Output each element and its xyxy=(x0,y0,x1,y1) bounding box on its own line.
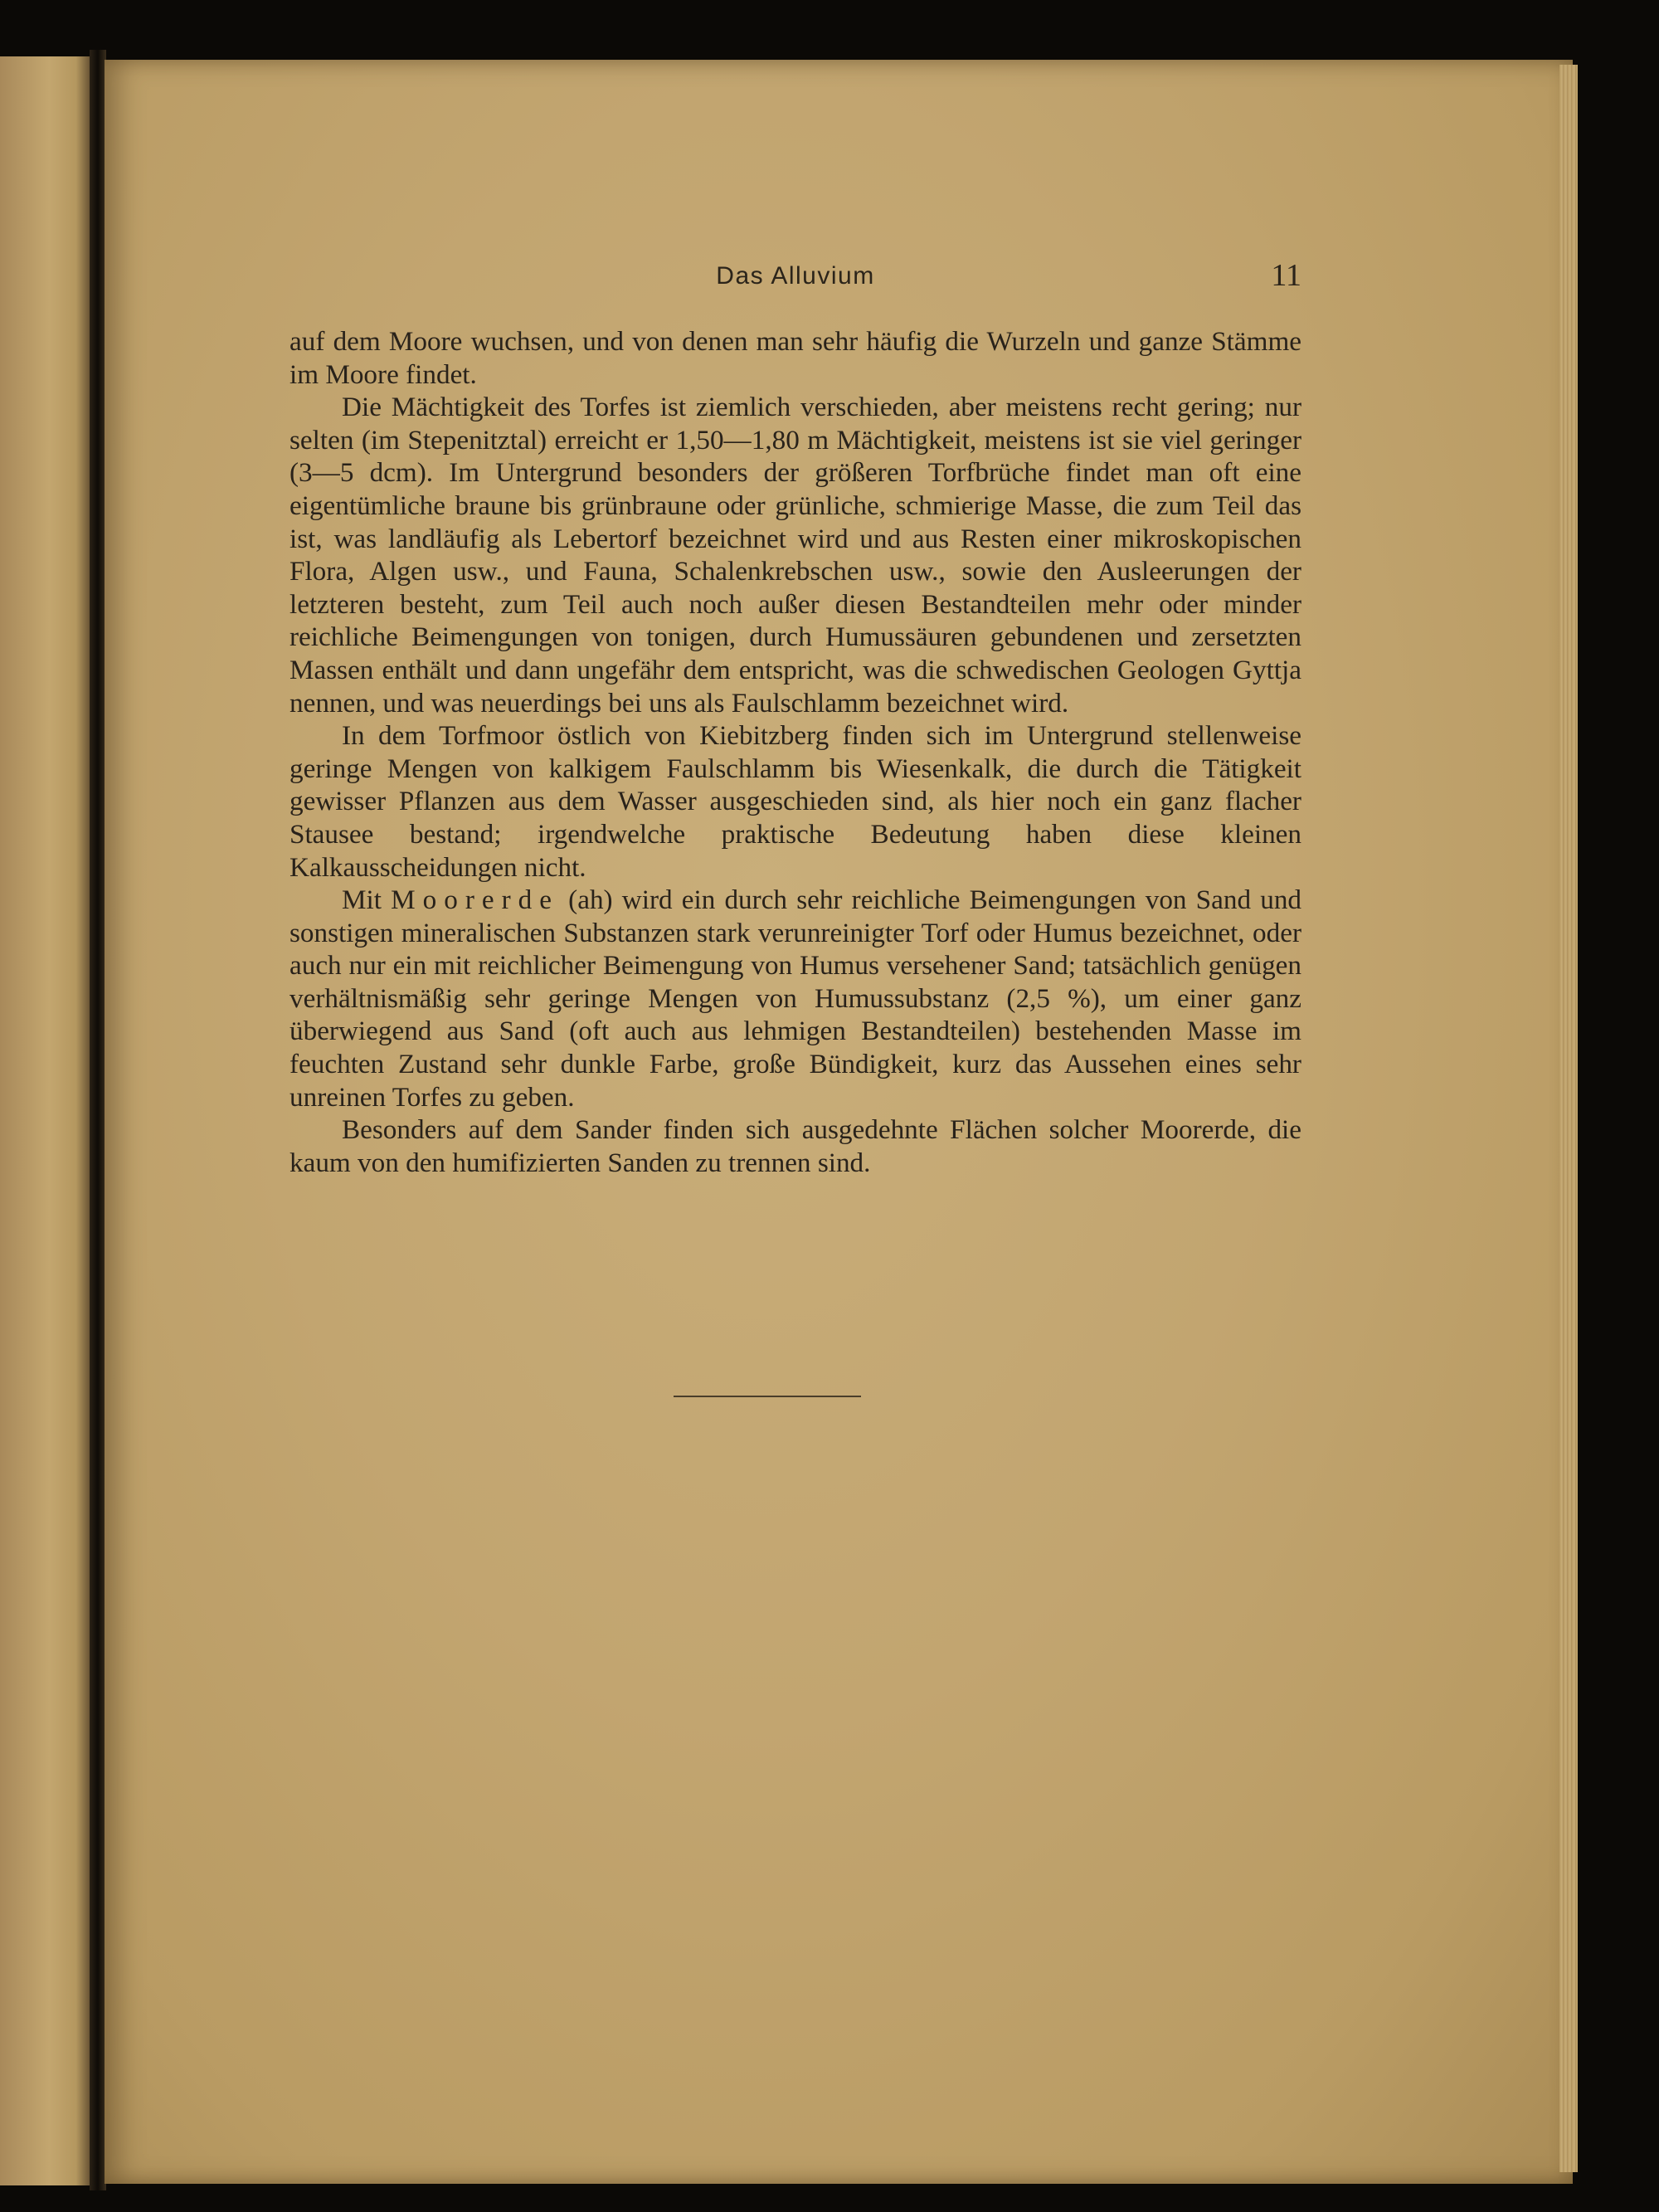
book-gutter xyxy=(90,50,106,2190)
body-text xyxy=(289,325,1301,1179)
paragraph: auf dem Moore wuchsen, und von denen man sehr häufig die Wurzeln und ganze Stämme im Moore findet. xyxy=(289,326,1301,390)
paragraph-rest: (ah) wird ein durch sehr reichliche Beimengungen von Sand und sonstigen mineralischen Substanzen stark verunreinigter Torf oder Humus bezeichnet, oder auch nur ein mit reichlicher Beimengung von Humus versehener Sand; tatsächlich genügen verhältnismäßig sehr geringe Mengen von Humussubstanz (2,5 %), um einer ganz überwiegend aus Sand (oft auch aus lehmigen Bestandteilen) bestehenden Masse im feuchten Zustand sehr dunkle Farbe, große Bündigkeit, kurz das Aussehen eines sehr unreinen Torfes zu geben. xyxy=(289,884,1302,1113)
paragraph xyxy=(289,884,1301,1113)
page-header xyxy=(289,257,1301,307)
spaced-term: Moorerde xyxy=(391,884,559,916)
paragraph: Die Mächtigkeit des Torfes ist ziemlich verschieden, aber meistens recht gering; nur selten (im Stepenitztal) erreicht er 1,50—1,80 m Mächtigkeit, meistens ist sie viel geringer (3—5 dcm). Im Untergrund besonders der größeren Torfbrüche findet man oft eine eigentümliche braune bis grünbraune oder grünliche, schmierige Masse, die zum Teil das ist, was landläufig als Lebertorf bezeichnet wird und aus Resten einer mikroskopischen Flora, Algen usw., und Fauna, Schalenkrebschen usw., sowie den Ausleerungen der letzteren besteht, zum Teil auch noch außer diesen Bestandteilen mehr oder minder reichliche Beimengungen von tonigen, durch Humussäuren gebundenen und zersetzten Massen enthält und dann ungefähr dem entspricht, was die schwedischen Geologen Gyttja nennen, und was neuerdings bei uns als Faulschlamm bezeichnet wird. xyxy=(289,392,1301,719)
running-title: Das Alluvium xyxy=(716,262,875,290)
end-rule xyxy=(674,1396,861,1397)
page-stack-edge xyxy=(1559,65,1578,2172)
facing-page-edge xyxy=(0,56,90,2185)
paragraph: In dem Torfmoor östlich von Kiebitzberg finden sich im Untergrund stellenweise geringe Mengen von kalkigem Faulschlamm bis Wiesenkalk, die durch die Tätigkeit gewisser Pflanzen aus dem Wasser ausgeschieden sind, als hier noch ein ganz flacher Stausee bestand; irgendwelche praktische Bedeutung haben diese kleinen Kalkausscheidungen nicht. xyxy=(289,720,1301,883)
paragraph-lead: Mit xyxy=(342,884,382,916)
page-number: 11 xyxy=(1271,258,1301,293)
paragraph: Besonders auf dem Sander finden sich ausgedehnte Flächen solcher Moorerde, die kaum von den humifizierten Sanden zu trennen sind. xyxy=(289,1114,1301,1178)
